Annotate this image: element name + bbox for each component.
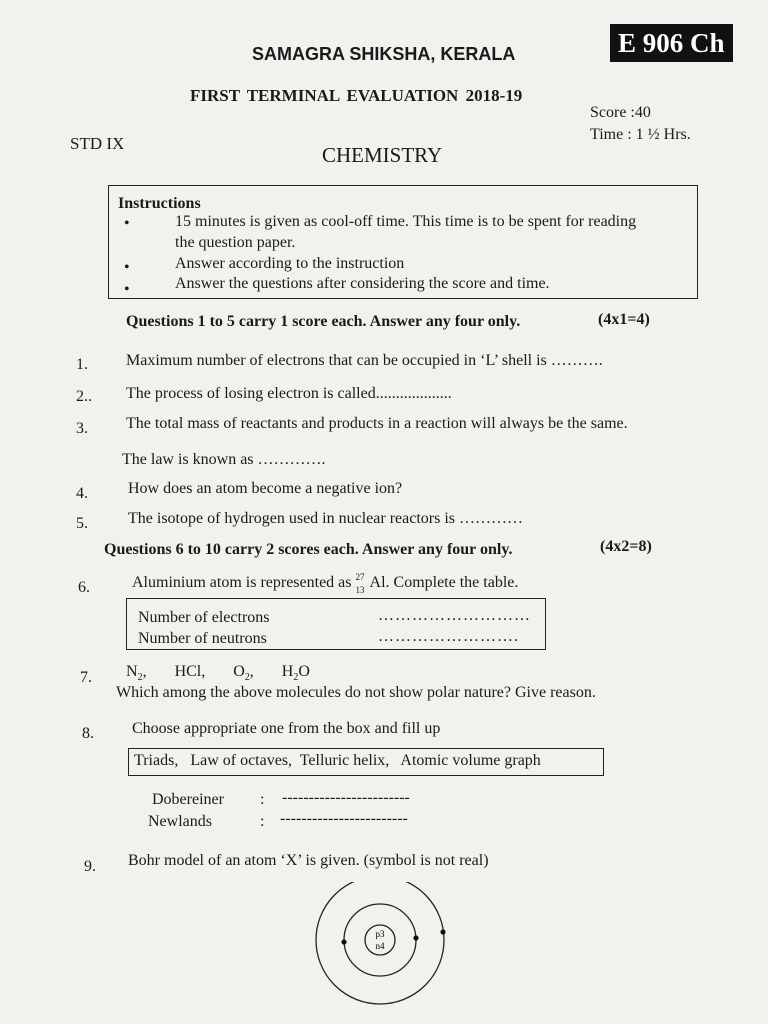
options-text: Triads, Law of octaves, Telluric helix, Atomic volume graph: [134, 752, 541, 769]
question-text: Choose appropriate one from the box and fill up: [132, 720, 441, 737]
section-2-marks: (4x2=8): [600, 538, 652, 555]
electron: [440, 929, 445, 934]
question-text: Which among the above molecules do not show polar nature? Give reason.: [116, 684, 596, 701]
instruction-item: Answer the questions after considering the score and time.: [175, 275, 550, 292]
molecule-list: $N_2$, HCl, $O_2$, $H_2O$: [126, 663, 310, 684]
question-number: 5.: [76, 515, 88, 532]
section-2-heading: Questions 6 to 10 carry 2 scores each. Answer any four only.: [104, 541, 513, 558]
table-row-label: Number of neutrons: [138, 630, 267, 647]
question-number: 2..: [76, 388, 92, 405]
fill-row-blank[interactable]: ------------------------: [280, 810, 408, 827]
score-text: Score :40: [590, 104, 651, 121]
instruction-item: the question paper.: [175, 234, 296, 251]
standard-text: STD IX: [70, 134, 125, 153]
instruction-item: Answer according to the instruction: [175, 255, 405, 272]
electron: [413, 935, 418, 940]
bohr-model-diagram: [310, 882, 460, 1012]
exam-title: FIRST TERMINAL EVALUATION 2018-19: [190, 86, 523, 105]
table-row-label: Number of electrons: [138, 609, 270, 626]
instruction-item: 15 minutes is given as cool-off time. This time is to be spent for reading: [175, 213, 637, 230]
question-text: Maximum number of electrons that can be occupied in ‘L’ shell is ……….: [126, 352, 603, 369]
question-number: 4.: [76, 485, 88, 502]
section-1-marks: (4x1=4): [598, 311, 650, 328]
question-number: 3.: [76, 420, 88, 437]
question-number: 6.: [78, 579, 90, 596]
electron: [341, 939, 346, 944]
question-text: The isotope of hydrogen used in nuclear reactors is …………: [128, 510, 524, 527]
fill-row-colon: :: [260, 791, 265, 808]
fill-row-label: Newlands: [148, 813, 212, 830]
fill-row-label: Dobereiner: [152, 791, 224, 808]
question-text: Aluminium atom is represented as 27 13 Al. Complete the table.: [132, 572, 519, 595]
time-text: Time : 1 ½ Hrs.: [590, 126, 691, 143]
bullet-icon: •: [124, 215, 130, 232]
subject-title: CHEMISTRY: [322, 143, 443, 167]
fill-row-blank[interactable]: ------------------------: [282, 789, 410, 806]
question-number: 1.: [76, 356, 88, 373]
question-number: 7.: [80, 669, 92, 686]
bullet-icon: •: [124, 259, 130, 276]
table-row-blank[interactable]: …………………….: [378, 628, 519, 645]
question-text: The total mass of reactants and products in a reaction will always be the same.: [126, 415, 628, 432]
fill-row-colon: :: [260, 813, 265, 830]
question-text: The process of losing electron is called...................: [126, 385, 452, 402]
question-text: Bohr model of an atom ‘X’ is given. (symbol is not real): [128, 852, 489, 869]
inner-orbit: [344, 904, 416, 976]
question-number: 8.: [82, 725, 94, 742]
section-1-heading: Questions 1 to 5 carry 1 score each. Answer any four only.: [126, 313, 521, 330]
bullet-icon: •: [124, 281, 130, 298]
table-row-blank[interactable]: ………………………: [378, 607, 531, 624]
question-number: 9.: [84, 858, 96, 875]
exam-code-badge: E 906 Ch: [610, 24, 733, 62]
nucleus-protons: p3: [375, 929, 385, 939]
isotope-notation: 27 13: [355, 572, 365, 595]
organization-name: SAMAGRA SHIKSHA, KERALA: [252, 44, 516, 64]
question-text: The law is known as ………….: [122, 451, 326, 468]
nucleus-neutrons: n4: [375, 941, 385, 951]
instructions-heading: Instructions: [118, 195, 201, 212]
question-text: How does an atom become a negative ion?: [128, 480, 403, 497]
